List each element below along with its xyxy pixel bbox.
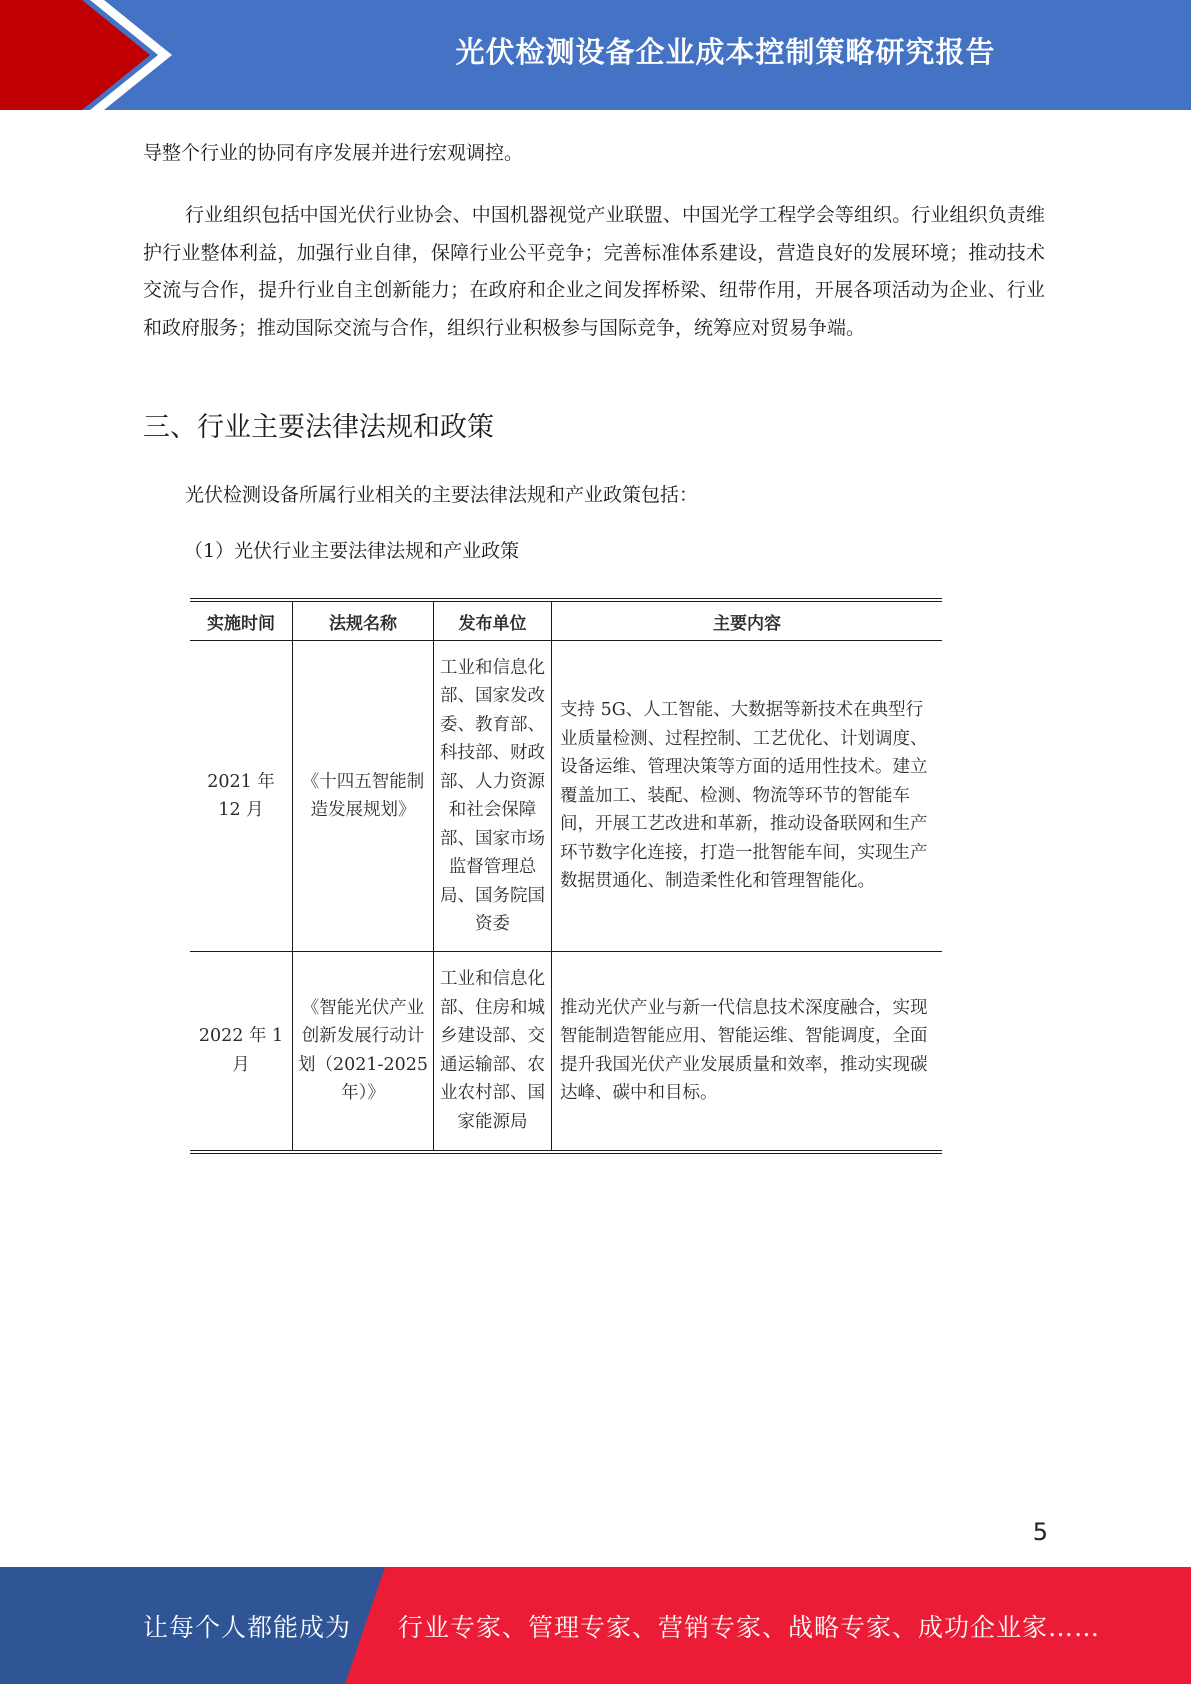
table-header-row — [190, 600, 942, 641]
cell-org: 工业和信息化部、国家发改委、教育部、科技部、财政部、人力资源和社会保障部、国家市场监督管理总局、国务院国资委 — [434, 641, 552, 952]
header-banner — [0, 0, 1191, 110]
cell-content: 推动光伏产业与新一代信息技术深度融合，实现智能制造智能应用、智能运维、智能调度，全面提升我国光伏产业发展质量和效率，推动实现碳达峰、碳中和目标。 — [552, 952, 943, 1152]
section-heading: 三、行业主要法律法规和政策 — [143, 412, 494, 443]
footer-slogan-left: 让每个人都能成为 — [143, 1612, 352, 1642]
cell-name: 《智能光伏产业创新发展行动计划（2021-2025 年）》 — [293, 952, 434, 1152]
footer-slogan-right: 行业专家、管理专家、营销专家、战略专家、成功企业家…… — [398, 1612, 1101, 1642]
table-row — [190, 641, 942, 952]
page-number: 5 — [1032, 1518, 1048, 1546]
header-name: 法规名称 — [293, 600, 434, 641]
cell-name: 《十四五智能制造发展规划》 — [293, 641, 434, 952]
paragraph-continuation: 导整个行业的协同有序发展并进行宏观调控。 — [143, 142, 524, 164]
cell-date: 2022 年 1 月 — [190, 952, 293, 1152]
table-row — [190, 952, 942, 1152]
cell-date: 2021 年 12 月 — [190, 641, 293, 952]
table-caption: （1）光伏行业主要法律法规和产业政策 — [184, 540, 520, 562]
cell-org: 工业和信息化部、住房和城乡建设部、交通运输部、农业农村部、国家能源局 — [434, 952, 552, 1152]
regulations-table — [190, 598, 942, 1154]
report-title: 光伏检测设备企业成本控制策略研究报告 — [455, 34, 996, 69]
header-org: 发布单位 — [434, 600, 552, 641]
footer-banner — [0, 1567, 1191, 1684]
header-date: 实施时间 — [190, 600, 293, 641]
paragraph-industry-organizations: 行业组织包括中国光伏行业协会、中国机器视觉产业联盟、中国光学工程学会等组织。行业组织负责维护行业整体利益，加强行业自律，保障行业公平竞争；完善标准体系建设，营造良好的发展环境；推动技术交流与合作，提升行业自主创新能力；在政府和企业之间发挥桥梁、纽带作用，开展各项活动为企业、行业和政府服务；推动国际交流与合作，组织行业积极参与国际竞争，统筹应对贸易争端。 — [143, 204, 1045, 339]
header-content: 主要内容 — [552, 600, 943, 641]
section-intro: 光伏检测设备所属行业相关的主要法律法规和产业政策包括： — [185, 484, 699, 506]
cell-content: 支持 5G、人工智能、大数据等新技术在典型行业质量检测、过程控制、工艺优化、计划调度、设备运维、管理决策等方面的适用性技术。建立覆盖加工、装配、检测、物流等环节的智能车间，开展工艺改进和革新，推动设备联网和生产环节数字化连接，打造一批智能车间，实现生产数据贯通化、制造柔性化和管理智能化。 — [552, 641, 943, 952]
header-red-arrow — [0, 0, 150, 110]
